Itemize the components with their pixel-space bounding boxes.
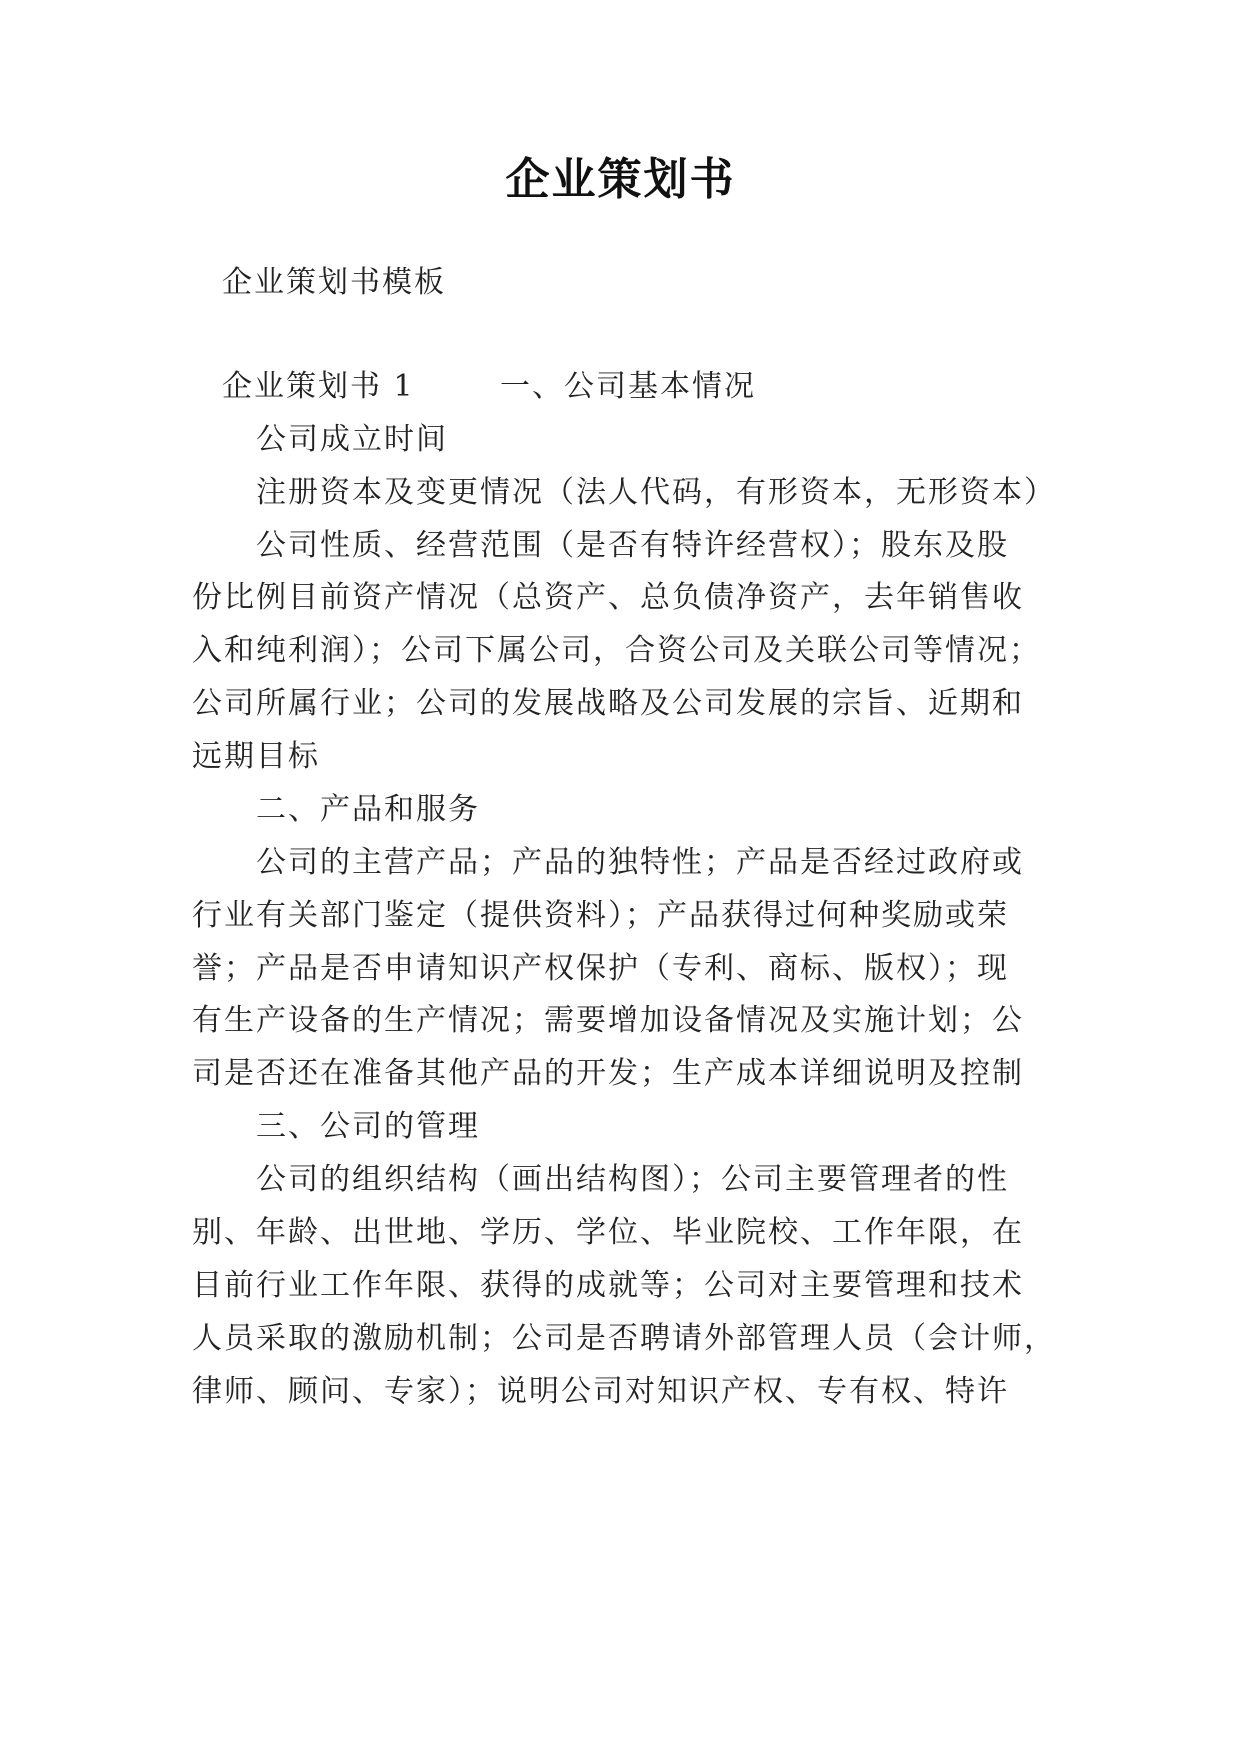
paragraph-line: 份比例目前资产情况（总资产、总负债净资产，去年销售收 [192,580,1024,615]
paragraph-line: 行业有关部门鉴定（提供资料）；产品获得过何种奖励或荣 [192,898,1009,933]
paragraph-line: 公司性质、经营范围（是否有特许经营权）；股东及股 [256,528,1009,563]
document-title: 企业策划书 [505,154,736,205]
paragraph-line: 誉；产品是否申请知识产权保护（专利、商标、版权）；现 [192,951,1009,986]
section-label: 企业策划书 1 [222,369,415,404]
template-subtitle: 企业策划书模板 [222,265,446,300]
paragraph-line: 远期目标 [192,739,320,774]
paragraph-line: 别、年龄、出世地、学历、学位、毕业院校、工作年限，在 [192,1215,1024,1250]
paragraph-line: 注册资本及变更情况（法人代码，有形资本，无形资本） [256,475,1056,510]
paragraph-line: 目前行业工作年限、获得的成就等；公司对主要管理和技术 [192,1268,1024,1303]
paragraph-line: 公司的组织结构（画出结构图）；公司主要管理者的性 [256,1162,1009,1197]
paragraph-line: 人员采取的激励机制；公司是否聘请外部管理人员（会计师， [192,1321,1056,1356]
section-heading-company-basics: 一、公司基本情况 [500,369,756,404]
paragraph-line: 司是否还在准备其他产品的开发；生产成本详细说明及控制 [192,1056,1024,1091]
paragraph-line: 入和纯利润）；公司下属公司，合资公司及关联公司等情况； [192,633,1041,668]
section-heading-management: 三、公司的管理 [256,1109,480,1144]
paragraph-line: 公司的主营产品；产品的独特性；产品是否经过政府或 [256,845,1024,880]
paragraph-line: 公司所属行业；公司的发展战略及公司发展的宗旨、近期和 [192,686,1024,721]
paragraph-line: 公司成立时间 [256,422,448,457]
section-heading-products: 二、产品和服务 [256,792,480,827]
paragraph-line: 律师、顾问、专家）；说明公司对知识产权、专有权、特许 [192,1374,1009,1409]
paragraph-line: 有生产设备的生产情况；需要增加设备情况及实施计划；公 [192,1003,1024,1038]
